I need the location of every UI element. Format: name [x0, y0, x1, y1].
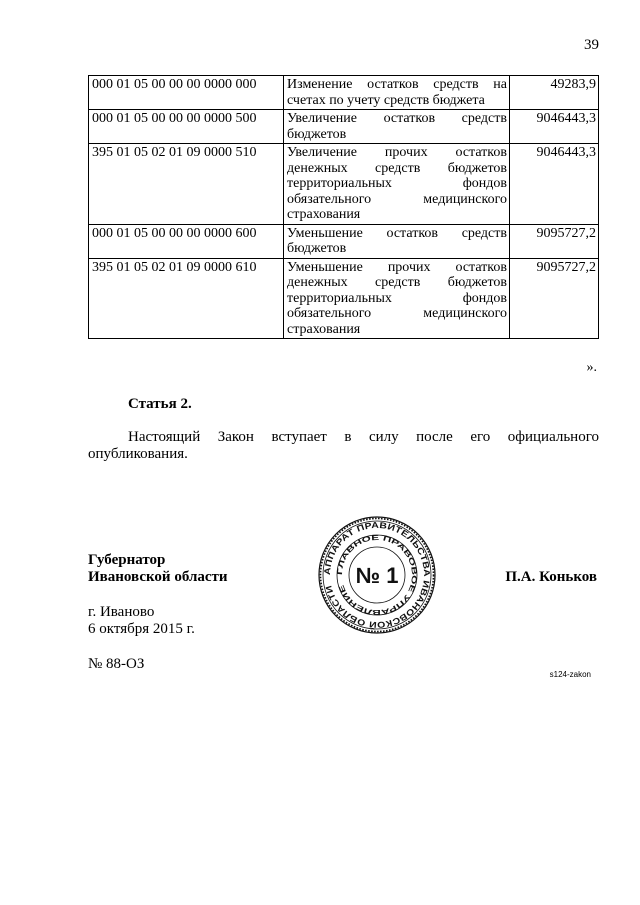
- table-row: [89, 258, 599, 339]
- source-name: Изменение остатков средств на счетах по учету средств бюджета: [284, 76, 510, 110]
- seal-ring-text: АППАРАТ ПРАВИТЕЛЬСТВА ИВАНОВСКОЙ ОБЛАСТИ: [321, 519, 433, 631]
- official-seal-stamp: [315, 513, 439, 637]
- table-row: [89, 110, 599, 144]
- budget-sources-table: [88, 75, 599, 339]
- amount-value: 9095727,2: [510, 258, 599, 339]
- page-number: 39: [584, 37, 599, 53]
- amount-value: 9046443,3: [510, 110, 599, 144]
- table-row: [89, 76, 599, 110]
- seal-number: № 1: [355, 563, 399, 588]
- article-heading: Статья 2.: [128, 396, 192, 412]
- article-text: Настоящий Закон вступает в силу после его официального опубликования.: [88, 429, 599, 462]
- signatory-name: П.А. Коньков: [505, 569, 597, 585]
- amount-value: 9095727,2: [510, 224, 599, 258]
- budget-classification-code: 000 01 05 00 00 00 0000 000: [89, 76, 284, 110]
- closing-quote: ».: [586, 360, 597, 375]
- budget-classification-code: 395 01 05 02 01 09 0000 610: [89, 258, 284, 339]
- signatory-title: [88, 552, 228, 586]
- budget-classification-code: 000 01 05 00 00 00 0000 500: [89, 110, 284, 144]
- source-name: Увеличение остатков средств бюджетов: [284, 110, 510, 144]
- seal-inner-text: ГЛАВНОЕ ПРАВОВОЕ УПРАВЛЕНИЕ: [336, 535, 418, 616]
- table-row: [89, 224, 599, 258]
- signing-place: г. Иваново: [88, 604, 155, 620]
- source-name: Уменьшение прочих остатков денежных средств бюджетов территориальных фондов обязательного медицинского страхования: [284, 258, 510, 339]
- file-code: s124-zakon: [549, 670, 591, 679]
- source-name: Увеличение прочих остатков денежных средств бюджетов территориальных фондов обязательного медицинского страхования: [284, 144, 510, 225]
- budget-classification-code: 000 01 05 00 00 00 0000 600: [89, 224, 284, 258]
- article-body: [88, 429, 599, 463]
- signing-date: 6 октября 2015 г.: [88, 621, 195, 637]
- table-row: [89, 144, 599, 225]
- signatory-title-line-2: Ивановской области: [88, 569, 228, 585]
- signing-place-date: [88, 604, 195, 638]
- amount-value: 9046443,3: [510, 144, 599, 225]
- signatory-title-line-1: Губернатор: [88, 552, 166, 568]
- budget-classification-code: 395 01 05 02 01 09 0000 510: [89, 144, 284, 225]
- table-body: [89, 76, 599, 339]
- amount-value: 49283,9: [510, 76, 599, 110]
- source-name: Уменьшение остатков средств бюджетов: [284, 224, 510, 258]
- law-number: № 88-ОЗ: [88, 656, 145, 672]
